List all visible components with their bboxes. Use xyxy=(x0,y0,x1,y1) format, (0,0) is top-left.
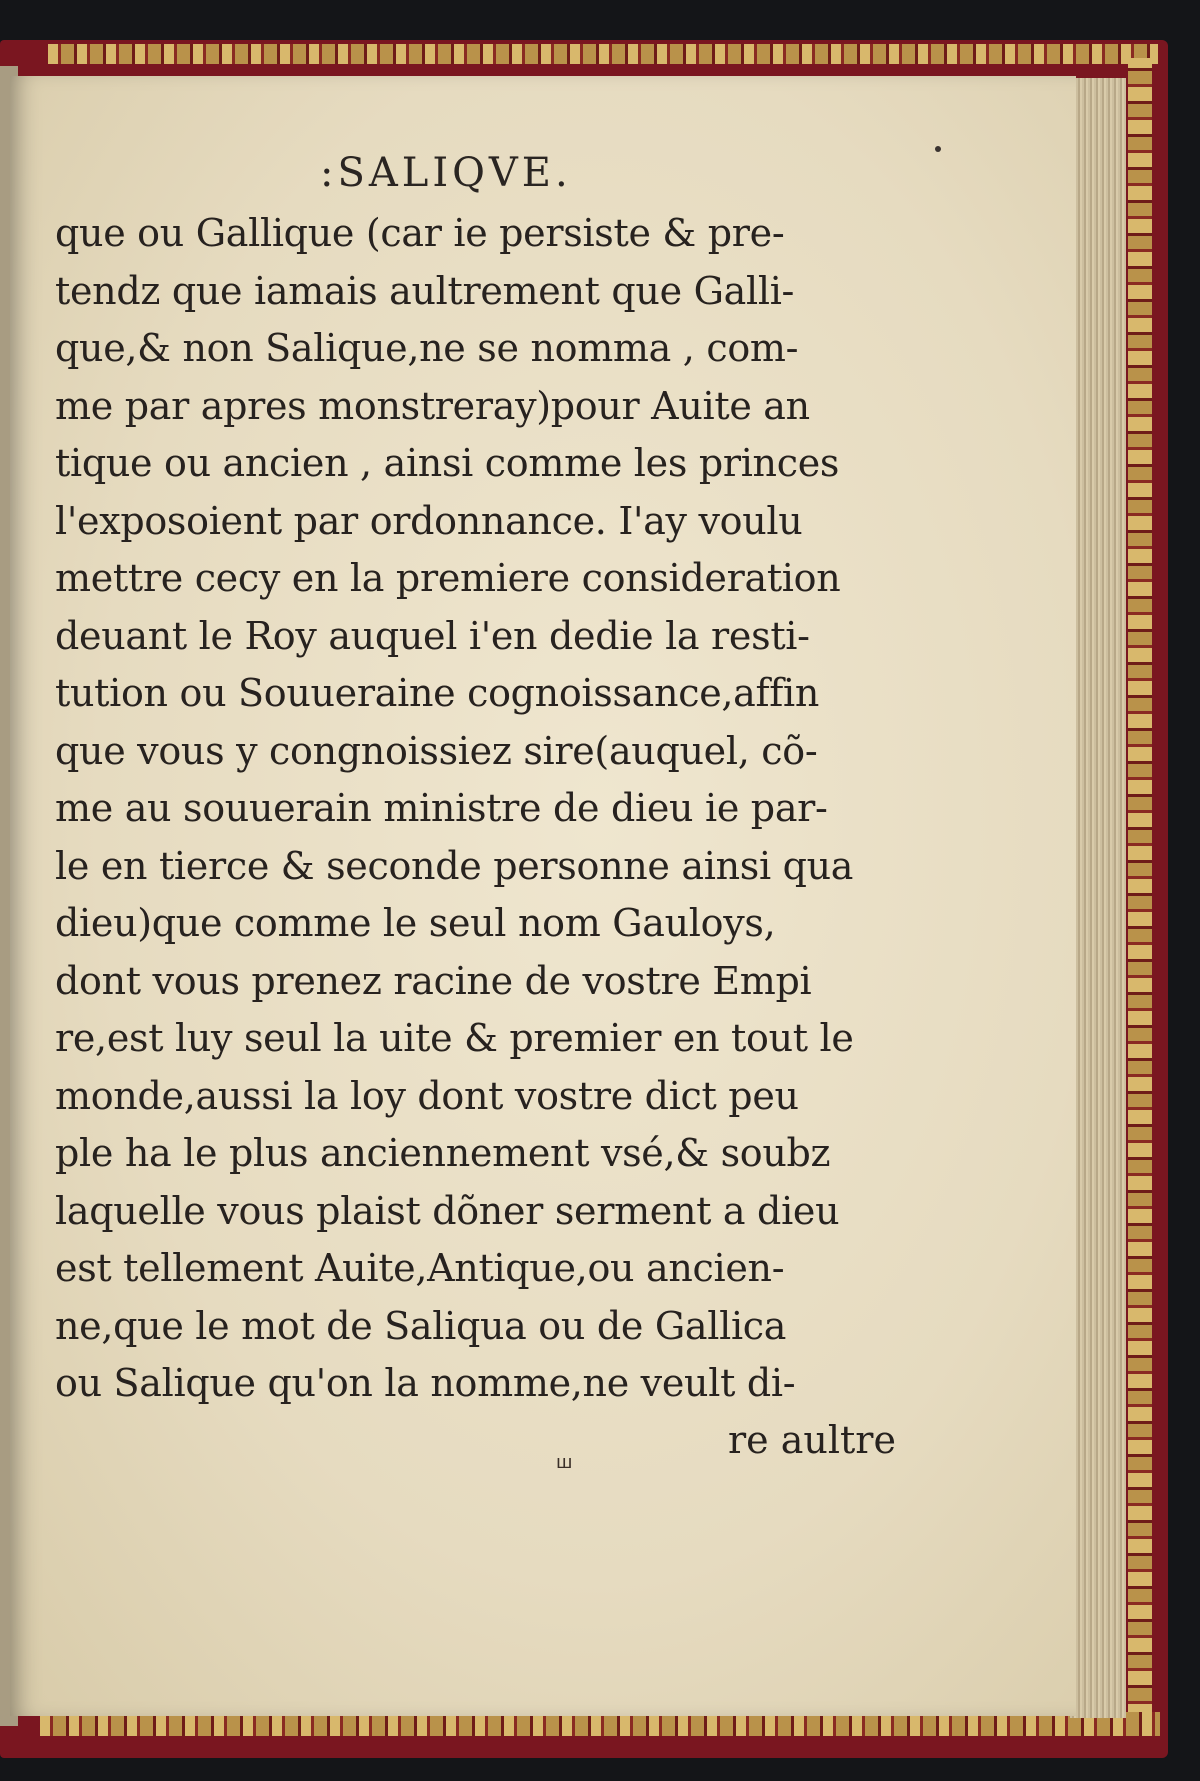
text-line: tution ou Souueraine cognoissance,affin xyxy=(55,671,820,715)
text-line: tendz que iamais aultrement que Galli- xyxy=(55,268,795,313)
text-line: mettre cecy en la premiere consideration xyxy=(55,556,841,600)
text-line: est tellement Auite,Antique,ou ancien- xyxy=(55,1246,785,1290)
gilt-border-right xyxy=(1128,58,1152,1718)
text-line: l'exposoient par ordonnance. I'ay voulu xyxy=(55,498,803,543)
text-line: laquelle vous plaist dõner serment a dieu xyxy=(55,1188,840,1233)
text-line: me au souuerain ministre de dieu ie par- xyxy=(55,786,828,830)
text-line: re,est luy seul la uite & premier en tout le xyxy=(55,1016,854,1060)
text-line: ou Salique qu'on la nomme,ne veult di- xyxy=(55,1361,796,1405)
page-text xyxy=(55,205,905,1413)
signature-mark: ш xyxy=(556,1452,573,1473)
text-line: dieu)que comme le seul nom Gauloys, xyxy=(55,901,776,945)
text-line: ne,que le mot de Saliqua ou de Gallica xyxy=(55,1303,787,1348)
text-line: me par apres monstreray)pour Auite an xyxy=(55,383,810,428)
text-line: tique ou ancien , ainsi comme les princes xyxy=(55,441,840,485)
catchword: re aultre xyxy=(728,1418,896,1462)
page-fore-edge xyxy=(1070,78,1126,1718)
running-head: :SALIQVE. xyxy=(320,150,572,196)
text-line: que ou Gallique (car ie persiste & pre- xyxy=(55,211,785,255)
text-line: dont vous prenez racine de vostre Empi xyxy=(55,958,812,1003)
text-line: deuant le Roy auquel i'en dedie la resti- xyxy=(55,613,810,658)
gilt-border-top xyxy=(48,44,1158,64)
text-line: ple ha le plus anciennement vsé,& soubz xyxy=(55,1131,831,1175)
ink-speck xyxy=(935,146,941,152)
text-line: le en tierce & seconde personne ainsi qua xyxy=(55,843,854,888)
text-line: monde,aussi la loy dont vostre dict peu xyxy=(55,1073,799,1118)
text-line: que vous y congnoissiez sire(auquel, cõ- xyxy=(55,728,818,773)
text-line: que,& non Salique,ne se nomma , com- xyxy=(55,326,799,370)
